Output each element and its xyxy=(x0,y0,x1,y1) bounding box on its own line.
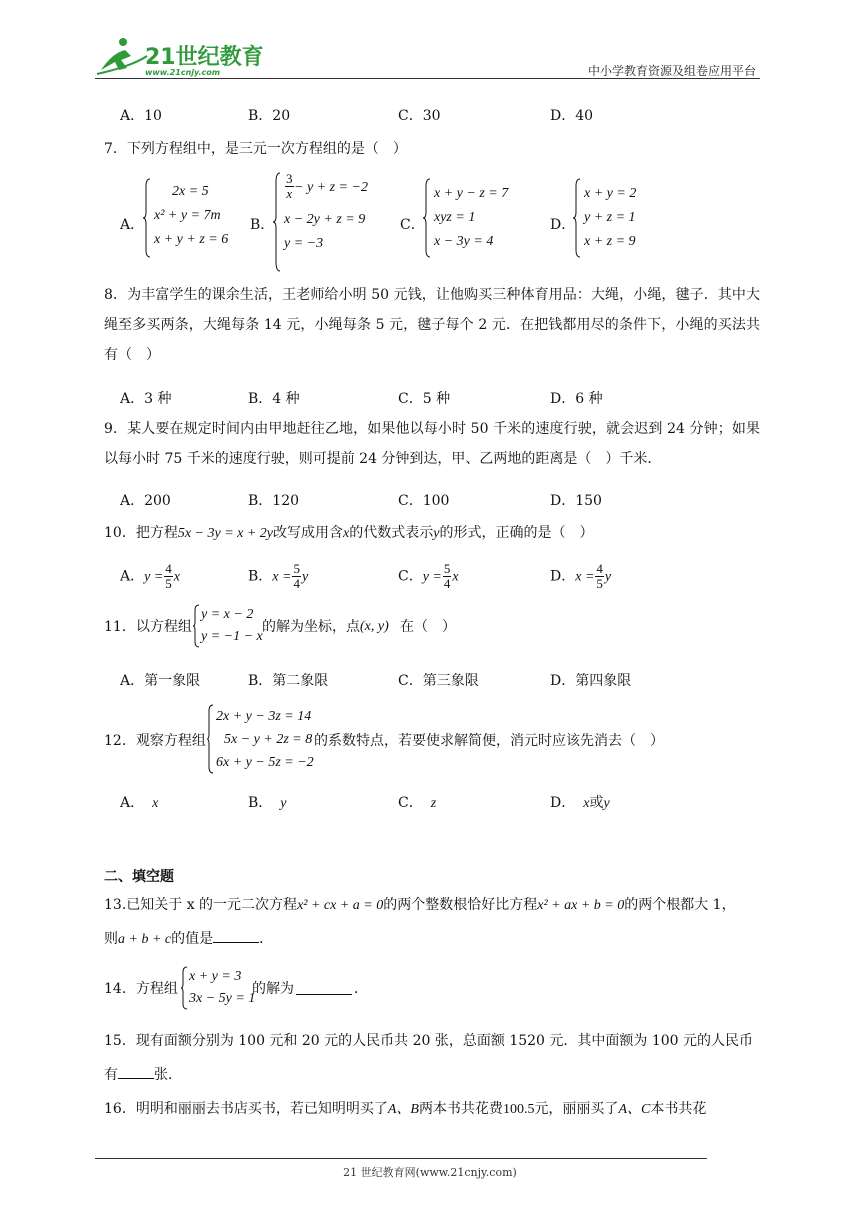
q6-option-c: C．30 xyxy=(398,108,441,124)
q7-a-row2: x² + y = 7m xyxy=(154,208,221,223)
q11-stem: 11．以方程组 y = x − 2 y = −1 − x 的解为坐标，点 (x, y) 在（ ） xyxy=(104,604,704,650)
section-fill-in-blanks-heading: 二、填空题 xyxy=(104,869,174,885)
q7-stem: 7．下列方程组中，是三元一次方程组的是（ ） xyxy=(104,141,407,157)
q9-option-b: B．120 xyxy=(248,493,300,509)
q7-c-row3: x − 3y = 4 xyxy=(434,234,494,249)
q7-label-b: B． xyxy=(250,217,275,233)
q7-b-row3: y = −3 xyxy=(284,236,324,251)
q11-options xyxy=(120,670,720,692)
q12-option-a: A． x xyxy=(120,795,159,811)
q6-options xyxy=(120,105,720,127)
q8-option-a: A．3 种 xyxy=(120,391,172,407)
q8-option-b: B．4 种 xyxy=(248,391,300,407)
q7-c-row2: xyz = 1 xyxy=(434,210,476,225)
q14-row1: x + y = 3 xyxy=(189,969,242,984)
q12-stem: 12．观察方程组 2x + y − 3z = 14 5x − y + 2z = 8 6x + y − 5z = −2 的系数特点，若要使求解简便，消元时应该先消去（ ） xyxy=(104,704,744,776)
page-footer: 21 世纪教育网(www.21cnjy.com) xyxy=(343,1166,517,1179)
brace-icon xyxy=(422,178,432,258)
q13-line1: 13.已知关于 x 的一元二次方程x² + cx + a = 0的两个整数根恰好比方程x² + ax + b = 0的两个根都大 1， xyxy=(104,897,736,913)
q11-option-c: C．第三象限 xyxy=(398,673,479,689)
q10-option-c: C．y = $\frac{5}{4}$ x xyxy=(398,561,459,591)
q7-d-row3: x + z = 9 xyxy=(584,234,636,249)
q6-option-b: B．20 xyxy=(248,108,291,124)
q12-option-b: B． y xyxy=(248,795,287,811)
q9-option-c: C．100 xyxy=(398,493,450,509)
footer-divider xyxy=(95,1158,707,1159)
q12-options xyxy=(120,792,720,814)
q7-d-row1: x + y = 2 xyxy=(584,186,637,201)
q16-line1: 16．明明和丽丽去书店买书，若已知明明买了A、B两本书共花费100.5元，丽丽买了A、C本书共花 xyxy=(104,1101,707,1117)
q7-d-row2: y + z = 1 xyxy=(584,210,636,225)
q8-option-c: C．5 种 xyxy=(398,391,451,407)
q7-c-row1: x + y − z = 7 xyxy=(434,186,509,201)
q10-options xyxy=(120,554,720,590)
q12-option-d: D． x或y xyxy=(550,795,610,811)
q12-option-c: C． z xyxy=(398,795,437,811)
q7-a-row1: 2x = 5 xyxy=(172,184,209,199)
brace-icon xyxy=(142,178,152,258)
q14-row2: 3x − 5y = 1 xyxy=(189,991,256,1006)
q9-options xyxy=(120,490,720,512)
q6-option-a: A．10 xyxy=(120,108,162,124)
q13-answer-blank xyxy=(213,928,259,943)
q10-option-d: D．x = $\frac{4}{5}$ y xyxy=(550,561,612,591)
q7-label-c: C． xyxy=(400,217,425,233)
q9-option-d: D．150 xyxy=(550,493,602,509)
q11-option-a: A．第一象限 xyxy=(120,673,201,689)
q7-b-row1: − y + z = −2 xyxy=(294,180,368,195)
q7-a-row3: x + y + z = 6 xyxy=(154,232,229,247)
q11-row2: y = −1 − x xyxy=(201,629,263,644)
header-divider xyxy=(95,78,760,79)
q12-row2: 5x − y + 2z = 8 xyxy=(224,732,313,747)
q15-line2: 有 张． xyxy=(104,1064,182,1086)
q7-label-a: A． xyxy=(120,217,145,233)
q8-stem: 8．为丰富学生的课余生活，王老师给小明 50 元钱，让他购买三种体育用品：大绳，小绳，毽子．其中大绳至多买两条，大绳每条 14 元，小绳每条 5 元，毽子每个 2 元．在把钱都用尽的条件下，小绳的买法共有（ ） xyxy=(104,287,760,363)
q10-stem: 10．把方程5x − 3y = x + 2y改写成用含x的代数式表示y的形式，正确的是（ ） xyxy=(104,525,594,541)
q14-answer-blank xyxy=(296,980,352,995)
q7-options xyxy=(120,172,720,272)
q8-options xyxy=(120,388,720,410)
q15-answer-blank xyxy=(118,1064,154,1079)
brace-icon xyxy=(180,966,188,1010)
q7-b-row2: x − 2y + z = 9 xyxy=(284,212,366,227)
q13-line2: 则a + b + c的值是 ． xyxy=(104,928,273,951)
brace-icon xyxy=(272,172,282,272)
q9-stem: 9．某人要在规定时间内由甲地赶往乙地，如果他以每小时 50 千米的速度行驶，就会迟到 24 分钟；如果以每小时 75 千米的速度行驶，则可提前 24 分钟到达，甲、乙两地的距离是（ ）千米． xyxy=(104,421,760,467)
q10-option-b: B．x = $\frac{5}{4}$ y xyxy=(248,561,309,591)
page-header xyxy=(95,34,760,82)
q14-stem: 14．方程组 x + y = 3 3x − 5y = 1 的解为 ． xyxy=(104,966,504,1012)
q12-row3: 6x + y − 5z = −2 xyxy=(216,755,314,770)
q12-row1: 2x + y − 3z = 14 xyxy=(216,709,312,724)
q8-option-d: D．6 种 xyxy=(550,391,603,407)
q15-line1: 15．现有面额分别为 100 元和 20 元的人民币共 20 张，总面额 1520 元．其中面额为 100 元的人民币 xyxy=(104,1033,754,1049)
q6-option-d: D．40 xyxy=(550,108,594,124)
q7-b-fraction: $\frac{3}{x}$ xyxy=(286,171,293,201)
q7-label-d: D． xyxy=(550,217,576,233)
q9-option-a: A．200 xyxy=(120,493,171,509)
brace-icon xyxy=(206,704,214,774)
header-platform-text: 中小学教育资源及组卷应用平台 xyxy=(587,64,756,78)
svg-text:21世纪教育: 21世纪教育 xyxy=(145,45,264,70)
logo-21cnjy xyxy=(95,34,265,78)
svg-text:www.21cnjy.com: www.21cnjy.com xyxy=(145,68,221,77)
q11-option-b: B．第二象限 xyxy=(248,673,329,689)
brace-icon xyxy=(192,604,200,648)
q11-option-d: D．第四象限 xyxy=(550,673,632,689)
brace-icon xyxy=(572,178,582,258)
q11-row1: y = x − 2 xyxy=(201,607,254,622)
q10-option-a: A．y = $\frac{4}{5}$ x xyxy=(120,561,181,591)
